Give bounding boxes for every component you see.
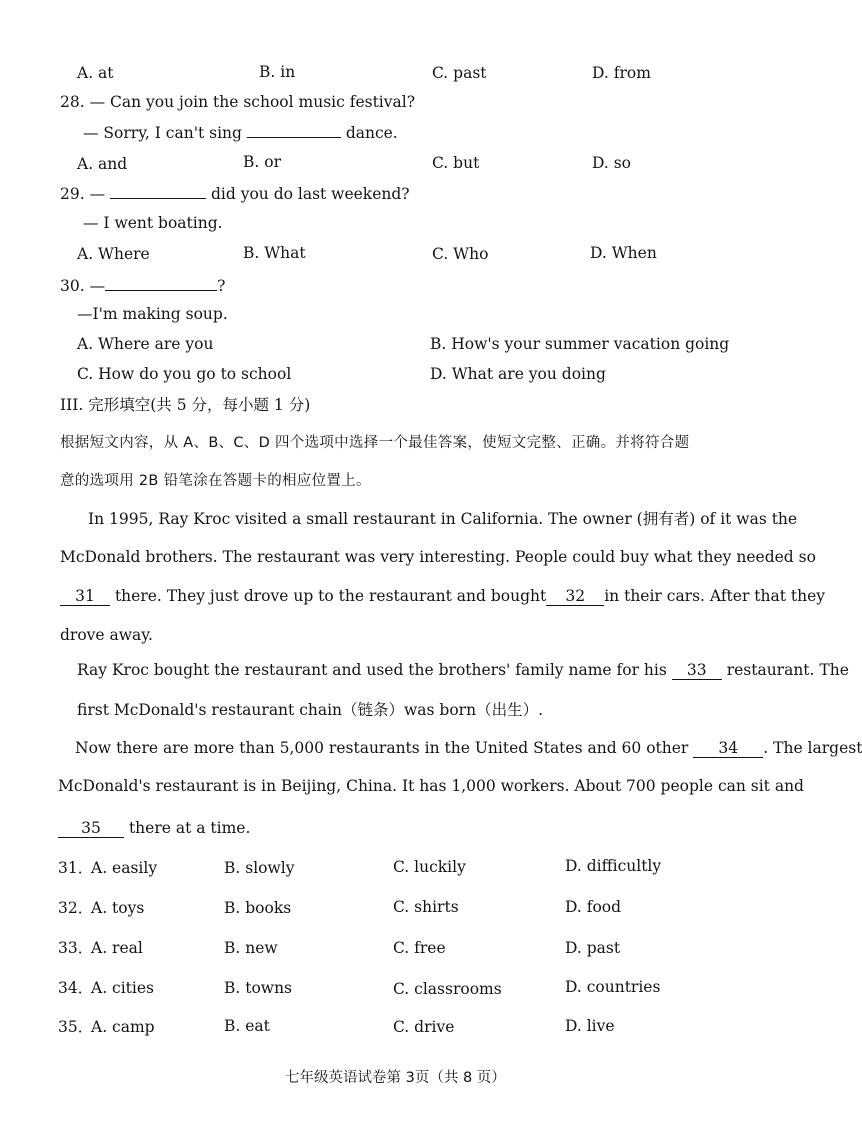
- q27-option-a: A. at: [77, 64, 114, 82]
- choice-b: B. eat: [224, 1017, 270, 1035]
- passage-p1-line2: McDonald brothers. The restaurant was very interesting. People could buy what they needed so: [60, 548, 816, 566]
- choice-a: A. toys: [91, 899, 145, 917]
- q30-option-d: D. What are you doing: [430, 365, 606, 383]
- passage-text: restaurant. The: [726, 661, 849, 679]
- q29-option-d: D. When: [590, 244, 657, 262]
- answer-blank: [247, 122, 341, 138]
- choice-number: 35．: [58, 1018, 94, 1036]
- question-28: [60, 92, 415, 112]
- q30-option-b: B. How's your summer vacation going: [430, 335, 730, 353]
- choice-c: C. luckily: [393, 858, 466, 876]
- choice-number: 34．: [58, 979, 94, 997]
- passage-p3-line2: McDonald's restaurant is in Beijing, China. It has 1,000 workers. About 700 people can sit and: [58, 777, 804, 795]
- question-28-reply: [83, 122, 398, 143]
- q27-option-b: B. in: [259, 63, 296, 81]
- question-30: [60, 275, 225, 296]
- section-instructions-line2: 意的选项用 2B 铅笔涂在答题卡的相应位置上。: [60, 473, 371, 489]
- q28-option-a: A. and: [77, 155, 128, 173]
- choice-b: B. towns: [224, 979, 293, 997]
- question-30-reply: —I'm making soup.: [77, 305, 228, 323]
- blank-34: 34: [693, 739, 763, 758]
- passage-text: Now there are more than 5,000 restaurants in the United States and 60 other: [75, 739, 689, 757]
- dash: —: [89, 277, 106, 295]
- q29-option-c: C. Who: [432, 245, 489, 263]
- choice-d: D. difficultly: [565, 857, 662, 875]
- q28-option-c: C. but: [432, 154, 480, 172]
- choice-c: C. shirts: [393, 898, 459, 916]
- answer-blank: [105, 275, 217, 291]
- choice-b: B. slowly: [224, 859, 295, 877]
- q30-option-a: A. Where are you: [77, 335, 214, 353]
- section-instructions-line1: 根据短文内容，从 A、B、C、D 四个选项中选择一个最佳答案，使短文完整、正确。并将符合题: [60, 435, 690, 451]
- passage-text: there at a time.: [128, 819, 251, 837]
- passage-p1-line4: drove away.: [60, 626, 153, 644]
- choice-a: A. real: [91, 939, 143, 957]
- q27-option-c: C. past: [432, 64, 487, 82]
- choice-d: D. food: [565, 898, 622, 916]
- passage-p1-line3: [60, 586, 825, 606]
- choice-a: A. camp: [91, 1018, 155, 1036]
- q28-option-d: D. so: [592, 154, 632, 172]
- choice-d: D. countries: [565, 978, 661, 996]
- choice-b: B. new: [224, 939, 278, 957]
- dash: —: [89, 185, 106, 203]
- passage-p2-line2: first McDonald's restaurant chain（链条）was born（出生）.: [77, 701, 543, 719]
- blank-35: 35: [58, 819, 124, 838]
- question-29-reply: — I went boating.: [83, 214, 223, 232]
- blank-31: 31: [60, 587, 110, 606]
- choice-a: A. cities: [91, 979, 154, 997]
- page-footer: 七年级英语试卷第 3页（共 8 页）: [285, 1070, 506, 1086]
- passage-p3-line1: [75, 738, 862, 758]
- question-29: [60, 183, 410, 204]
- passage-text: there. They just drove up to the restaurant and bought: [114, 587, 547, 605]
- choice-number: 32．: [58, 899, 94, 917]
- choice-number: 33．: [58, 939, 94, 957]
- question-line: did you do last weekend?: [210, 185, 410, 203]
- question-mark: ?: [217, 277, 226, 295]
- reply-text-end: dance.: [345, 124, 398, 142]
- q29-option-a: A. Where: [77, 245, 150, 263]
- choice-d: D. live: [565, 1017, 615, 1035]
- choice-c: C. classrooms: [393, 980, 502, 998]
- choice-d: D. past: [565, 939, 621, 957]
- blank-33: 33: [672, 661, 722, 680]
- choice-c: C. free: [393, 939, 446, 957]
- question-number: 30.: [60, 277, 85, 295]
- choice-number: 31．: [58, 859, 94, 877]
- blank-32: 32: [546, 587, 604, 606]
- q28-option-b: B. or: [243, 153, 281, 171]
- passage-text: . The largest: [763, 739, 862, 757]
- question-line: — Can you join the school music festival?: [89, 93, 416, 111]
- section-heading: III. 完形填空(共 5 分，每小题 1 分): [60, 396, 311, 414]
- passage-text: in their cars. After that they: [604, 587, 826, 605]
- choice-b: B. books: [224, 899, 292, 917]
- question-number: 28.: [60, 93, 85, 111]
- answer-blank: [110, 183, 206, 199]
- passage-p2-line1: [77, 660, 849, 680]
- question-number: 29.: [60, 185, 85, 203]
- passage-text: Ray Kroc bought the restaurant and used the brothers' family name for his: [77, 661, 667, 679]
- passage-p1-line1: In 1995, Ray Kroc visited a small restaurant in California. The owner (拥有者) of it was the: [88, 510, 798, 528]
- q30-option-c: C. How do you go to school: [77, 365, 292, 383]
- reply-text: — Sorry, I can't sing: [83, 124, 242, 142]
- choice-c: C. drive: [393, 1018, 455, 1036]
- passage-p3-line3: [58, 818, 250, 838]
- q27-option-d: D. from: [592, 64, 651, 82]
- q29-option-b: B. What: [243, 244, 306, 262]
- choice-a: A. easily: [91, 859, 158, 877]
